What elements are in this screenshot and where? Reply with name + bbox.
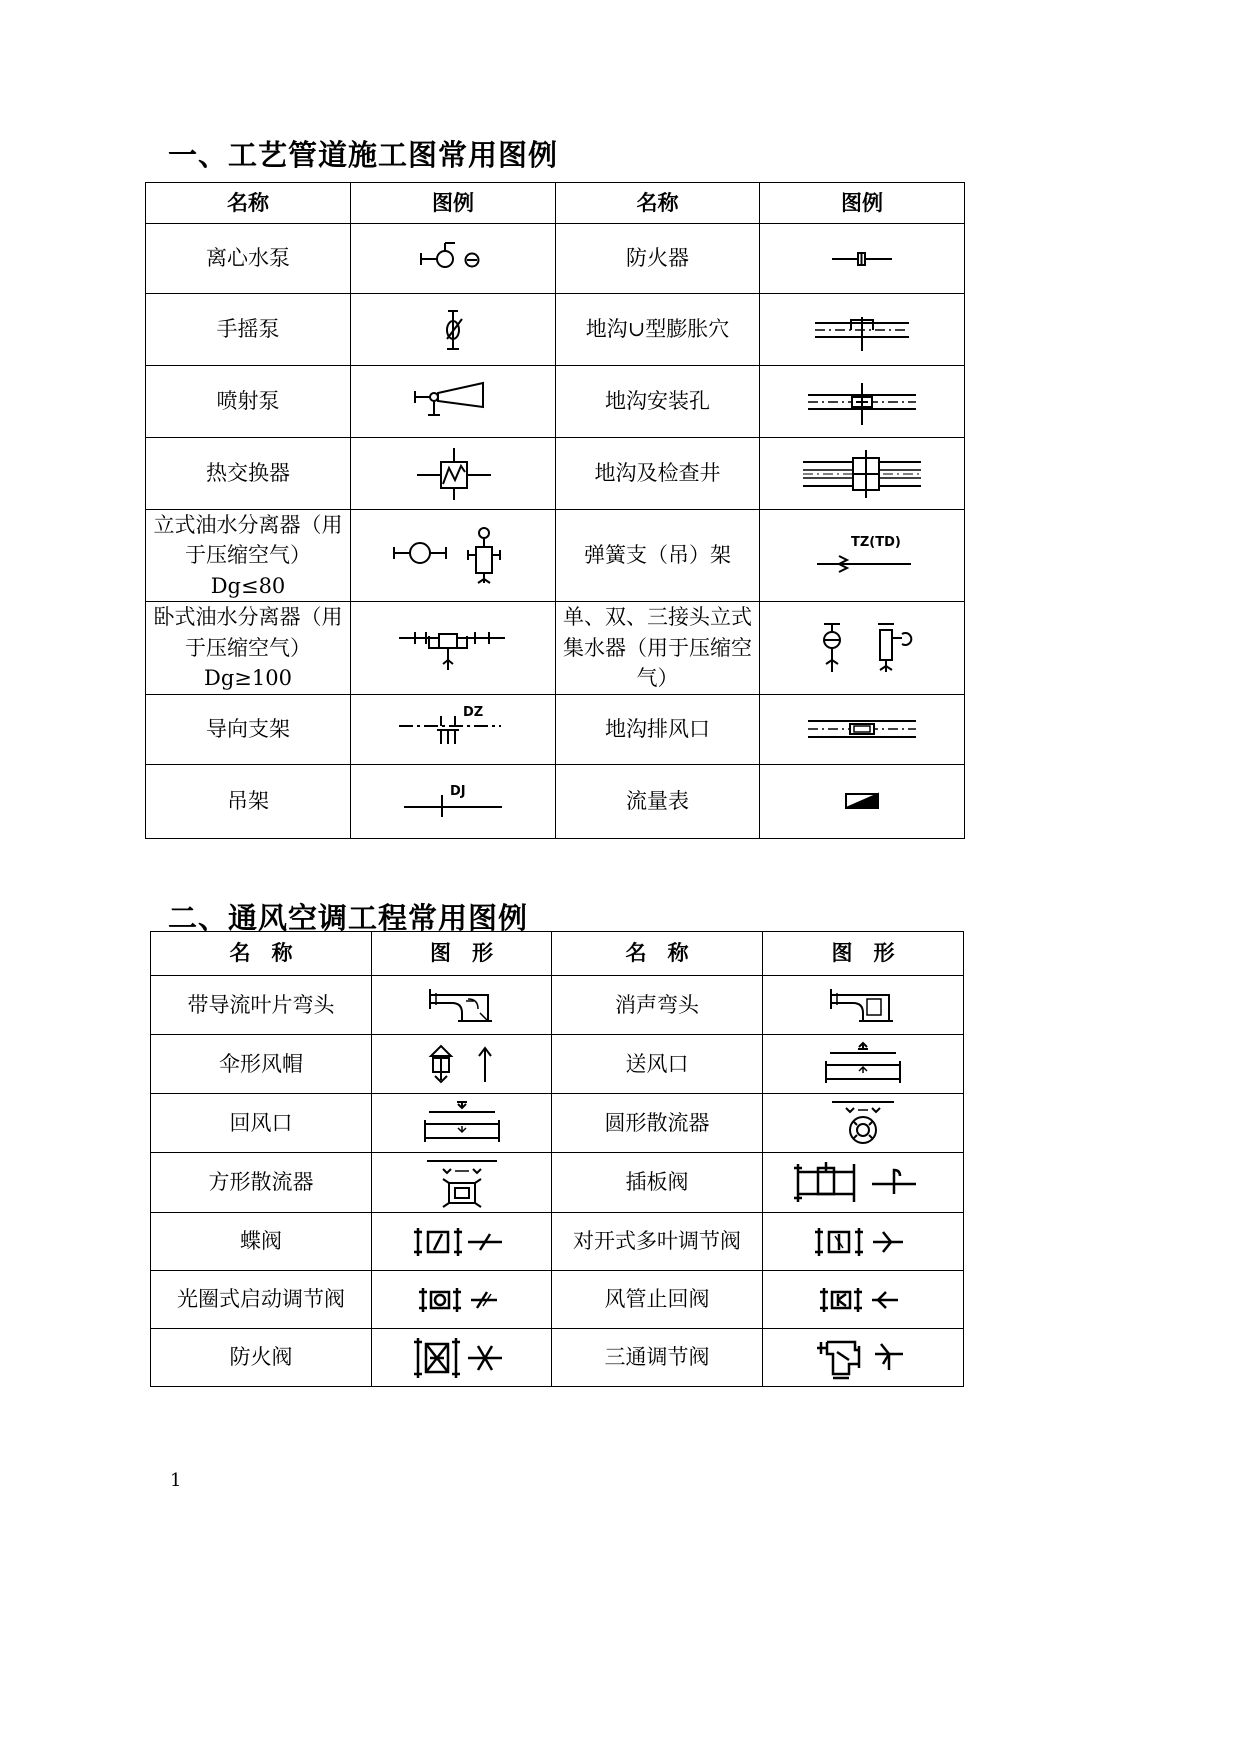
trench-vent-icon: [802, 709, 922, 749]
table-row: [146, 294, 965, 366]
table-row: [151, 1035, 964, 1094]
table-row: [146, 224, 965, 294]
legend-name: 热交换器: [146, 438, 351, 510]
square-diffuser-icon: [417, 1157, 507, 1209]
table-row: [151, 1094, 964, 1153]
butterfly-valve-icon: [412, 1222, 512, 1262]
flame-arrester-icon: [812, 239, 912, 279]
legend-name: 立式油水分离器（用于压缩空气）Dg≤80: [146, 510, 351, 602]
table-row: [146, 510, 965, 602]
legend-name: 地沟安装孔: [556, 366, 760, 438]
guide-support-icon: [393, 704, 513, 754]
legend-name: 蝶阀: [151, 1213, 372, 1271]
vaned-elbow-icon: [422, 983, 502, 1027]
gate-damper-icon: [788, 1158, 938, 1208]
legend-name: 喷射泵: [146, 366, 351, 438]
hanger-label: DJ: [450, 784, 466, 800]
fire-damper-icon: [412, 1334, 512, 1382]
table-row: [151, 976, 964, 1035]
spring-support-label: TZ(TD): [851, 534, 901, 550]
legend-name: 对开式多叶调节阀: [552, 1213, 763, 1271]
legend-name: 插板阀: [552, 1153, 763, 1213]
section2-title: 二、通风空调工程常用图例: [168, 901, 529, 935]
legend-name: 风管止回阀: [552, 1271, 763, 1329]
table-row: [151, 1213, 964, 1271]
table-row: [146, 694, 965, 764]
silencer-elbow-icon: [823, 983, 903, 1027]
legend-name: 弹簧支（吊）架: [556, 510, 760, 602]
supply-outlet-icon: [818, 1039, 908, 1089]
heat-exchanger-icon: [403, 446, 503, 502]
header-name: 名称: [146, 183, 351, 224]
header-name: 名称: [556, 183, 760, 224]
legend-name: 消声弯头: [552, 976, 763, 1035]
vertical-separator-icon: [388, 523, 518, 589]
umbrella-cap-icon: [417, 1042, 507, 1086]
trench-install-hole-icon: [802, 377, 922, 427]
table-row: [151, 1271, 964, 1329]
legend-name: 单、双、三接头立式集水器（用于压缩空气）: [556, 602, 760, 694]
table-row: [151, 1153, 964, 1213]
centrifugal-pump-icon: [403, 239, 503, 279]
hvac-legend-table: [150, 931, 964, 1387]
legend-name: 地沟及检查井: [556, 438, 760, 510]
legend-name: 圆形散流器: [552, 1094, 763, 1153]
header-symbol: 图例: [351, 183, 556, 224]
header-name: 名 称: [552, 932, 763, 976]
process-pipe-legend-table: [145, 182, 965, 839]
table-header-row: [146, 183, 965, 224]
check-damper-icon: [818, 1280, 908, 1320]
legend-name: 导向支架: [146, 694, 351, 764]
hand-pump-icon: [423, 305, 483, 355]
header-symbol: 图 形: [372, 932, 552, 976]
table-row: [146, 602, 965, 694]
iris-damper-icon: [417, 1280, 507, 1320]
table-row: [146, 764, 965, 838]
legend-name: 吊架: [146, 764, 351, 838]
trench-inspection-well-icon: [797, 446, 927, 502]
legend-name: 地沟排风口: [556, 694, 760, 764]
legend-name: 回风口: [151, 1094, 372, 1153]
legend-name: 送风口: [552, 1035, 763, 1094]
header-symbol: 图例: [760, 183, 965, 224]
legend-name: 带导流叶片弯头: [151, 976, 372, 1035]
flow-meter-icon: [832, 786, 892, 816]
legend-name: 防火阀: [151, 1329, 372, 1387]
round-diffuser-icon: [818, 1098, 908, 1148]
legend-name: 伞形风帽: [151, 1035, 372, 1094]
opposed-blade-damper-icon: [813, 1222, 913, 1262]
horizontal-separator-icon: [393, 618, 513, 678]
table-row: [146, 438, 965, 510]
header-name: 名 称: [151, 932, 372, 976]
tee-damper-icon: [813, 1334, 913, 1382]
legend-name: 防火器: [556, 224, 760, 294]
spring-support-icon: [807, 528, 917, 584]
header-symbol: 图 形: [763, 932, 964, 976]
jet-pump-icon: [403, 377, 503, 427]
table-header-row: [151, 932, 964, 976]
legend-name: 地沟∪型膨胀穴: [556, 294, 760, 366]
legend-name: 流量表: [556, 764, 760, 838]
legend-name: 方形散流器: [151, 1153, 372, 1213]
page-number: 1: [170, 1470, 182, 1491]
table-row: [151, 1329, 964, 1387]
guide-support-label: DZ: [463, 705, 484, 721]
section1-title: 一、工艺管道施工图常用图例: [168, 138, 559, 172]
hanger-icon: [398, 781, 508, 821]
legend-name: 卧式油水分离器（用于压缩空气）Dg≥100: [146, 602, 351, 694]
u-expansion-pit-icon: [807, 305, 917, 355]
return-inlet-icon: [417, 1098, 507, 1148]
legend-name: 光圈式启动调节阀: [151, 1271, 372, 1329]
water-collector-icon: [802, 616, 922, 680]
legend-name: 离心水泵: [146, 224, 351, 294]
legend-name: 手摇泵: [146, 294, 351, 366]
legend-name: 三通调节阀: [552, 1329, 763, 1387]
table-row: [146, 366, 965, 438]
